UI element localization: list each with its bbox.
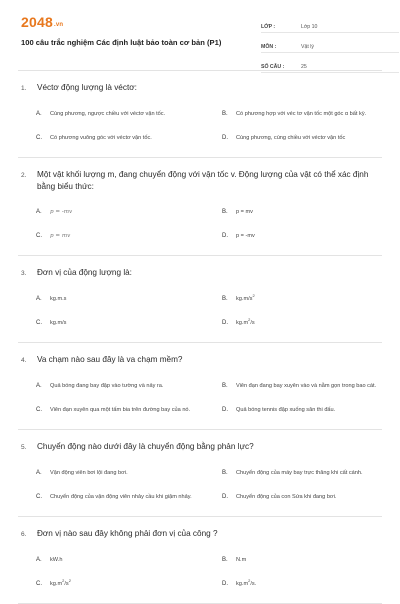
answer-option[interactable]: [222, 549, 400, 571]
question-stem: [18, 169, 382, 193]
option-superscript: 2: [68, 577, 71, 583]
option-superscript: 2: [248, 577, 251, 583]
answer-option[interactable]: [36, 312, 214, 334]
meta-subject-row: [261, 36, 399, 53]
option-letter: A.: [36, 556, 42, 563]
option-letter: D.: [222, 493, 228, 500]
option-text: [50, 134, 214, 143]
option-text-main: p = -mv: [50, 208, 73, 215]
option-text: [236, 208, 400, 217]
answer-option[interactable]: [36, 127, 214, 149]
option-text: [50, 319, 214, 328]
answer-options: [18, 549, 382, 595]
option-text-main: Viên đạn xuyên qua một tấm bia trên đường bay của nó.: [50, 406, 191, 413]
question-text: Chuyển động nào dưới đây là chuyển động bằng phản lực?: [37, 442, 254, 451]
option-text-main: kg.m: [236, 319, 249, 326]
logo-number: 2048: [21, 14, 53, 30]
answer-option[interactable]: [222, 399, 400, 421]
option-text-main: kg.m: [50, 580, 63, 587]
option-text-main: Vận động viên bơi lội đang bơi.: [50, 469, 128, 476]
answer-options: [18, 462, 382, 508]
question-text: Va chạm nào sau đây là va chạm mềm?: [37, 355, 183, 364]
question: [18, 430, 382, 517]
question-number: 6.: [21, 531, 27, 538]
option-text-main: Chuyển động của máy bay trực thăng khi cất cánh.: [236, 469, 363, 476]
question-text: Véctơ động lượng là véctơ:: [37, 83, 137, 92]
option-text-main: Có phương hợp với véc tơ vận tốc một góc α bất kỳ.: [236, 110, 367, 117]
meta-value: 25: [301, 64, 307, 70]
answer-option[interactable]: [36, 549, 214, 571]
answer-option[interactable]: [222, 375, 400, 397]
option-text-main: Cùng phương, cùng chiều với véctơ vận tốc: [236, 134, 346, 141]
option-text: [50, 208, 214, 217]
question-text: Đơn vị nào sau đây không phải đơn vị của công ?: [37, 529, 218, 538]
answer-option[interactable]: [222, 462, 400, 484]
meta-label: SỐ CÂU :: [261, 64, 285, 70]
option-text: [50, 232, 214, 241]
answer-options: [18, 288, 382, 334]
option-text-main: Chuyển động của vận động viên nhảy cầu khi giậm nhảy.: [50, 493, 192, 500]
question-list: [18, 71, 382, 604]
meta-value: Vật lý: [301, 44, 314, 50]
option-letter: A.: [36, 110, 42, 117]
answer-option[interactable]: [222, 103, 400, 125]
answer-option[interactable]: [222, 127, 400, 149]
answer-option[interactable]: [36, 573, 214, 595]
question-stem: [18, 354, 382, 367]
option-text-main: kg.m/s: [50, 319, 67, 326]
logo-suffix: .vn: [53, 22, 64, 28]
option-text: [236, 134, 400, 143]
answer-option[interactable]: [222, 288, 400, 310]
option-text-tail: /s.: [250, 580, 257, 587]
question: [18, 158, 382, 256]
option-letter: D.: [222, 319, 228, 326]
option-letter: C.: [36, 493, 42, 500]
option-text-main: Viên đạn đang bay xuyên vào và nằm gọn trong bao cát.: [236, 382, 377, 389]
option-text: [50, 110, 214, 119]
option-text-main: Có phương vuông góc với véctơ vận tốc.: [50, 134, 152, 141]
site-logo[interactable]: [21, 14, 63, 30]
option-letter: A.: [36, 382, 42, 389]
option-letter: B.: [222, 295, 228, 302]
option-letter: D.: [222, 232, 228, 239]
option-letter: B.: [222, 556, 228, 563]
question: [18, 256, 382, 343]
answer-option[interactable]: [36, 201, 214, 223]
option-text: [236, 316, 400, 328]
question-number: 1.: [21, 85, 27, 92]
option-text: [236, 406, 400, 415]
answer-option[interactable]: [222, 225, 400, 247]
option-letter: C.: [36, 319, 42, 326]
question: [18, 71, 382, 158]
option-letter: D.: [222, 134, 228, 141]
option-text-main: Chuyển động của con Sứa khi đang bơi.: [236, 493, 337, 500]
answer-option[interactable]: [36, 486, 214, 508]
question-number: 4.: [21, 357, 27, 364]
option-text-main: kg.m.s: [50, 295, 67, 302]
exam-title: 100 câu trắc nghiệm Các định luật bảo toàn cơ bản (P1): [21, 38, 222, 47]
question-number: 5.: [21, 444, 27, 451]
question: [18, 517, 382, 604]
question-text: Một vật khối lượng m, đang chuyển động với vận tốc v. Động lượng của vật có thể xác định bằng biểu thức:: [37, 170, 369, 191]
option-text-main: Quả bóng tennis đập xuống sân thi đấu.: [236, 406, 336, 413]
option-text-main: kg.m: [236, 580, 249, 587]
answer-option[interactable]: [36, 288, 214, 310]
option-text: [236, 382, 400, 391]
exam-meta: [261, 16, 399, 76]
option-text: [50, 406, 214, 415]
option-letter: B.: [222, 382, 228, 389]
option-text-main: p = mv: [50, 232, 71, 239]
question-text: Đơn vị của động lượng là:: [37, 268, 132, 277]
answer-option[interactable]: [36, 103, 214, 125]
answer-option[interactable]: [36, 375, 214, 397]
meta-count-row: [261, 56, 399, 73]
option-letter: C.: [36, 232, 42, 239]
option-text-tail: /s: [64, 580, 69, 587]
option-text: [236, 493, 400, 502]
option-superscript: 2: [62, 577, 65, 583]
answer-option[interactable]: [36, 462, 214, 484]
option-text: [236, 469, 400, 478]
meta-class-row: [261, 16, 399, 33]
option-text-main: kW.h: [50, 556, 63, 563]
option-text-main: p = -mv: [236, 232, 255, 239]
option-letter: A.: [36, 208, 42, 215]
option-text-main: N.m: [236, 556, 247, 563]
option-text: [236, 232, 400, 241]
option-text-main: p = mv: [236, 208, 253, 215]
answer-options: [18, 201, 382, 247]
meta-label: MÔN :: [261, 44, 277, 50]
meta-label: LỚP :: [261, 24, 276, 30]
question-stem: [18, 528, 382, 541]
option-letter: B.: [222, 110, 228, 117]
option-text: [50, 577, 214, 589]
answer-option[interactable]: [36, 225, 214, 247]
option-text-tail: /s: [250, 319, 255, 326]
option-letter: A.: [36, 295, 42, 302]
option-text: [236, 577, 400, 589]
answer-options: [18, 103, 382, 149]
answer-option[interactable]: [222, 573, 400, 595]
option-letter: C.: [36, 406, 42, 413]
option-text-main: Cùng phương, ngược chiều với véctơ vận tốc.: [50, 110, 166, 117]
question-stem: [18, 267, 382, 280]
option-text-main: kg.m/s: [236, 295, 253, 302]
option-text: [50, 469, 214, 478]
option-letter: C.: [36, 134, 42, 141]
option-letter: B.: [222, 208, 228, 215]
option-text: [236, 292, 400, 304]
meta-value: Lớp 10: [301, 24, 318, 30]
answer-option[interactable]: [222, 312, 400, 334]
option-letter: B.: [222, 469, 228, 476]
option-text: [50, 382, 214, 391]
question-number: 2.: [21, 172, 27, 179]
option-superscript: 2: [248, 316, 251, 322]
question-stem: [18, 441, 382, 454]
header: [18, 0, 382, 71]
answer-option[interactable]: [36, 399, 214, 421]
question-number: 3.: [21, 270, 27, 277]
answer-option[interactable]: [222, 486, 400, 508]
option-text: [50, 295, 214, 304]
answer-option[interactable]: [222, 201, 400, 223]
question: [18, 343, 382, 430]
option-letter: C.: [36, 580, 42, 587]
question-stem: [18, 82, 382, 95]
option-text: [236, 556, 400, 565]
answer-options: [18, 375, 382, 421]
option-letter: A.: [36, 469, 42, 476]
option-text: [236, 110, 400, 119]
option-letter: D.: [222, 580, 228, 587]
option-text: [50, 556, 214, 565]
option-text-main: Quả bóng đang bay đập vào tường và nảy ra.: [50, 382, 164, 389]
option-letter: D.: [222, 406, 228, 413]
option-text: [50, 493, 214, 502]
option-superscript: 2: [252, 292, 255, 298]
